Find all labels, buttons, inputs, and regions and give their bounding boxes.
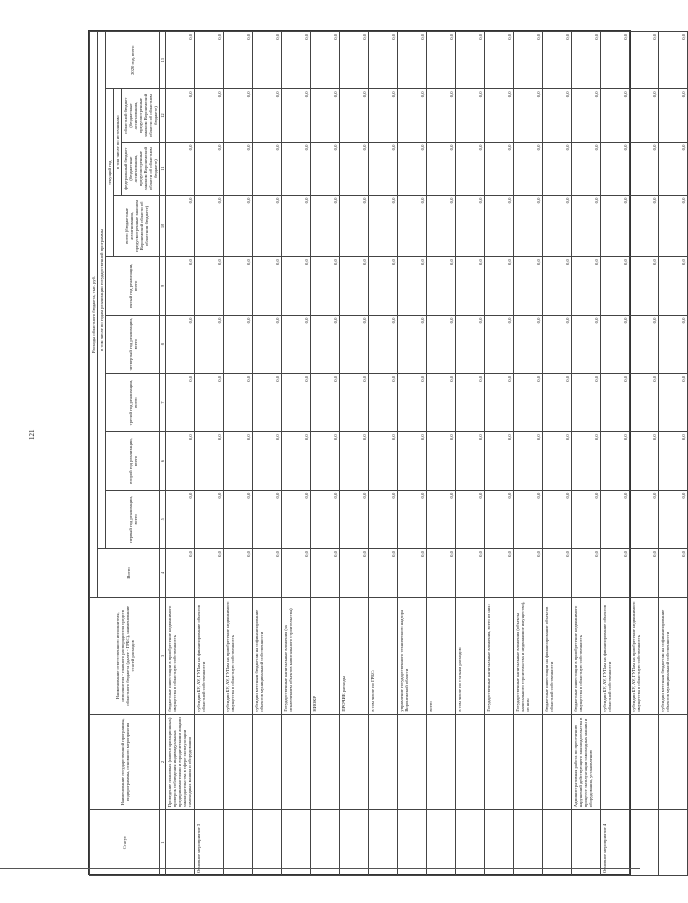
row-status xyxy=(427,810,456,876)
row-value: 0,0 xyxy=(601,89,630,142)
row-value: 0,0 xyxy=(456,549,485,598)
row-expense-label: субсидии местным бюджетам на софинансирование объектов муниципальной собственности xyxy=(659,597,688,714)
row-program xyxy=(601,714,630,810)
row-value: 0,0 xyxy=(601,490,630,548)
row-value: 0,0 xyxy=(369,89,398,142)
row-value: 0,0 xyxy=(572,373,601,431)
row-value: 0,0 xyxy=(311,432,340,490)
row-value: 0,0 xyxy=(282,32,311,90)
table-row xyxy=(253,32,282,876)
row-expense-label: в том числе по статьям расходов: xyxy=(456,597,485,714)
row-value: 0,0 xyxy=(224,195,253,257)
header-executor: Наименование ответственного исполнителя, исполнителя - главного распорядителя средств областного бюджета (далее - ГРБС), наименование статей расходов xyxy=(90,597,160,714)
row-program xyxy=(630,714,659,810)
row-value: 0,0 xyxy=(166,549,195,598)
column-number: 5 xyxy=(160,490,166,548)
header-year-3: третий год реализации, всего xyxy=(106,373,160,431)
row-value: 0,0 xyxy=(195,549,224,598)
row-status: Основное мероприятие 3 xyxy=(195,810,224,876)
row-status xyxy=(282,810,311,876)
header-federal: федеральный бюджет (бюджетные ассигнования, предусмотренные законом Воронежской области об областном бюджете) xyxy=(122,142,160,195)
row-status xyxy=(369,810,398,876)
row-value: 0,0 xyxy=(601,432,630,490)
row-value: 0,0 xyxy=(630,315,659,373)
row-value: 0,0 xyxy=(514,32,543,90)
header-year-4: четвертый год реализации, всего xyxy=(106,315,160,373)
row-value: 0,0 xyxy=(427,89,456,142)
row-value: 0,0 xyxy=(311,373,340,431)
column-number: 2 xyxy=(160,714,166,810)
row-value: 0,0 xyxy=(340,490,369,548)
header-years-caption: в том числе по годам реализации государственной программы xyxy=(98,32,106,549)
row-expense-label: субсидии БУ, АУ, ГУПам на финансирование объектов областной собственности xyxy=(601,597,630,714)
row-value: 0,0 xyxy=(398,315,427,373)
row-value: 0,0 xyxy=(195,195,224,257)
row-value: 0,0 xyxy=(572,195,601,257)
row-value: 0,0 xyxy=(543,373,572,431)
row-value: 0,0 xyxy=(369,490,398,548)
table-row xyxy=(427,32,456,876)
column-number: 11 xyxy=(160,142,166,195)
row-value: 0,0 xyxy=(195,32,224,90)
row-status xyxy=(514,810,543,876)
row-value: 0,0 xyxy=(601,142,630,195)
row-program xyxy=(456,714,485,810)
row-value: 0,0 xyxy=(195,142,224,195)
row-value: 0,0 xyxy=(369,257,398,315)
row-value: 0,0 xyxy=(630,195,659,257)
row-value: 0,0 xyxy=(485,32,514,90)
row-status xyxy=(166,810,195,876)
row-value: 0,0 xyxy=(456,373,485,431)
row-value: 0,0 xyxy=(253,32,282,90)
row-status xyxy=(253,810,282,876)
row-value: 0,0 xyxy=(514,89,543,142)
row-value: 0,0 xyxy=(369,432,398,490)
row-value: 0,0 xyxy=(398,142,427,195)
row-value: 0,0 xyxy=(572,89,601,142)
row-value: 0,0 xyxy=(282,195,311,257)
row-value: 0,0 xyxy=(224,257,253,315)
row-value: 0,0 xyxy=(601,315,630,373)
row-status xyxy=(630,810,659,876)
table-row xyxy=(224,32,253,876)
document-sheet xyxy=(88,30,686,875)
table-row xyxy=(630,32,659,876)
row-value: 0,0 xyxy=(485,89,514,142)
page-number: 121 xyxy=(28,429,36,440)
row-value: 0,0 xyxy=(195,490,224,548)
row-value: 0,0 xyxy=(659,89,688,142)
row-value: 0,0 xyxy=(253,142,282,195)
row-value: 0,0 xyxy=(253,257,282,315)
row-value: 0,0 xyxy=(543,257,572,315)
row-value: 0,0 xyxy=(398,257,427,315)
column-number: 10 xyxy=(160,195,166,257)
row-value: 0,0 xyxy=(456,432,485,490)
table-row xyxy=(398,32,427,876)
row-status: Основное мероприятие 4 xyxy=(601,810,630,876)
row-value: 0,0 xyxy=(166,32,195,90)
row-value: 0,0 xyxy=(543,549,572,598)
budget-table xyxy=(89,31,688,876)
row-value: 0,0 xyxy=(456,32,485,90)
row-expense-label: Государственные капитальные вложения, всего из них: xyxy=(485,597,514,714)
row-value: 0,0 xyxy=(398,89,427,142)
row-value: 0,0 xyxy=(195,315,224,373)
row-expense-label: субсидии БУ, АУ, ГУПам на приобретение недвижимого имущества в областную собственность xyxy=(630,597,659,714)
row-value: 0,0 xyxy=(311,32,340,90)
column-number: 13 xyxy=(160,32,166,90)
row-value: 0,0 xyxy=(514,257,543,315)
row-value: 0,0 xyxy=(543,142,572,195)
row-value: 0,0 xyxy=(166,315,195,373)
row-value: 0,0 xyxy=(224,373,253,431)
header-incl-sources: в том числе по источникам: xyxy=(114,89,122,195)
row-value: 0,0 xyxy=(630,142,659,195)
row-value: 0,0 xyxy=(340,142,369,195)
row-value: 0,0 xyxy=(427,195,456,257)
row-value: 0,0 xyxy=(398,32,427,90)
row-status xyxy=(398,810,427,876)
row-value: 0,0 xyxy=(369,142,398,195)
table-row xyxy=(369,32,398,876)
row-value: 0,0 xyxy=(514,490,543,548)
table-row xyxy=(543,32,572,876)
row-value: 0,0 xyxy=(601,549,630,598)
row-value: 0,0 xyxy=(369,373,398,431)
row-value: 0,0 xyxy=(659,142,688,195)
row-value: 0,0 xyxy=(659,32,688,90)
column-number: 9 xyxy=(160,257,166,315)
row-value: 0,0 xyxy=(282,549,311,598)
row-value: 0,0 xyxy=(485,490,514,548)
row-value: 0,0 xyxy=(514,373,543,431)
row-value: 0,0 xyxy=(485,257,514,315)
row-value: 0,0 xyxy=(166,257,195,315)
row-value: 0,0 xyxy=(630,32,659,90)
row-program xyxy=(427,714,456,810)
row-value: 0,0 xyxy=(282,432,311,490)
rotated-table-wrapper xyxy=(89,31,686,876)
row-value: 0,0 xyxy=(572,549,601,598)
column-number: 7 xyxy=(160,373,166,431)
row-value: 0,0 xyxy=(456,89,485,142)
header-total: Всего xyxy=(98,549,160,598)
row-value: 0,0 xyxy=(630,432,659,490)
row-program xyxy=(195,714,224,810)
row-value: 0,0 xyxy=(427,315,456,373)
row-value: 0,0 xyxy=(340,195,369,257)
row-value: 0,0 xyxy=(427,257,456,315)
row-value: 0,0 xyxy=(485,373,514,431)
row-value: 0,0 xyxy=(340,549,369,598)
row-value: 0,0 xyxy=(659,549,688,598)
row-status xyxy=(456,810,485,876)
row-value: 0,0 xyxy=(514,195,543,257)
row-value: 0,0 xyxy=(369,315,398,373)
row-program xyxy=(369,714,398,810)
header-status: Статус xyxy=(90,810,160,876)
row-program xyxy=(543,714,572,810)
row-value: 0,0 xyxy=(456,490,485,548)
row-program xyxy=(340,714,369,810)
row-value: 0,0 xyxy=(630,257,659,315)
row-expense-label: бюджетные инвестиции в приобретение недвижимого имущества в областную собственность xyxy=(166,597,195,714)
row-value: 0,0 xyxy=(485,432,514,490)
table-row xyxy=(340,32,369,876)
row-value: 0,0 xyxy=(514,549,543,598)
row-value: 0,0 xyxy=(224,142,253,195)
row-value: 0,0 xyxy=(398,432,427,490)
row-value: 0,0 xyxy=(340,32,369,90)
row-value: 0,0 xyxy=(659,373,688,431)
row-value: 0,0 xyxy=(485,549,514,598)
row-value: 0,0 xyxy=(427,32,456,90)
row-value: 0,0 xyxy=(166,432,195,490)
row-value: 0,0 xyxy=(485,315,514,373)
row-expense-label: субсидии БУ, АУ, ГУПам на финансирование объектов областной собственности xyxy=(195,597,224,714)
table-row xyxy=(311,32,340,876)
row-value: 0,0 xyxy=(572,490,601,548)
row-value: 0,0 xyxy=(456,195,485,257)
header-program-name: Наименование государственной программы, подпрограммы, основного мероприятия xyxy=(90,714,160,810)
row-value: 0,0 xyxy=(601,257,630,315)
table-row xyxy=(456,32,485,876)
row-value: 0,0 xyxy=(282,257,311,315)
row-value: 0,0 xyxy=(398,549,427,598)
row-value: 0,0 xyxy=(543,195,572,257)
row-program xyxy=(224,714,253,810)
row-program xyxy=(398,714,427,810)
row-value: 0,0 xyxy=(427,432,456,490)
row-value: 0,0 xyxy=(282,89,311,142)
row-value: 0,0 xyxy=(369,32,398,90)
row-expense-label: бюджетные инвестиции на финансирование объектов областной собственности xyxy=(543,597,572,714)
row-program xyxy=(282,714,311,810)
row-status xyxy=(311,810,340,876)
row-value: 0,0 xyxy=(572,315,601,373)
header-expenses-caption: Расходы областного бюджета, тыс. руб. xyxy=(90,32,98,598)
row-value: 0,0 xyxy=(485,195,514,257)
header-current-total: всего (бюджетные ассигнования, предусмотренные законом Воронежской области об областном бюджете) xyxy=(114,195,160,257)
row-program: Проведение плановых (инвентаризационных) проверок соблюдения индивидуальных предпринимателями и юридическими лицами законодательства в сфере эксплуатации самоходных машин и оборудования xyxy=(166,714,195,810)
page-bottom-rule xyxy=(0,868,640,869)
row-program xyxy=(485,714,514,810)
row-value: 0,0 xyxy=(601,32,630,90)
row-value: 0,0 xyxy=(369,195,398,257)
row-value: 0,0 xyxy=(630,490,659,548)
row-expense-label: в том числе по ГРБС: xyxy=(369,597,398,714)
row-value: 0,0 xyxy=(543,490,572,548)
header-year-5: пятый год реализации, всего xyxy=(106,257,160,315)
row-value: 0,0 xyxy=(340,89,369,142)
header-row-1 xyxy=(90,32,98,876)
row-value: 0,0 xyxy=(224,432,253,490)
table-row xyxy=(514,32,543,876)
row-value: 0,0 xyxy=(253,315,282,373)
row-expense-label: Государственные капитальные вложения (объекты капитального строительства и недвижимое имущество), из них: xyxy=(514,597,543,714)
table-row xyxy=(282,32,311,876)
column-number: 8 xyxy=(160,315,166,373)
row-value: 0,0 xyxy=(456,315,485,373)
row-value: 0,0 xyxy=(456,142,485,195)
row-value: 0,0 xyxy=(427,549,456,598)
row-value: 0,0 xyxy=(659,257,688,315)
row-value: 0,0 xyxy=(659,195,688,257)
row-value: 0,0 xyxy=(514,315,543,373)
row-program xyxy=(253,714,282,810)
row-value: 0,0 xyxy=(630,549,659,598)
row-value: 0,0 xyxy=(369,549,398,598)
row-value: 0,0 xyxy=(630,89,659,142)
row-value: 0,0 xyxy=(311,195,340,257)
row-value: 0,0 xyxy=(224,315,253,373)
row-value: 0,0 xyxy=(311,549,340,598)
row-value: 0,0 xyxy=(282,373,311,431)
row-value: 0,0 xyxy=(311,89,340,142)
row-value: 0,0 xyxy=(195,373,224,431)
row-status xyxy=(572,810,601,876)
row-value: 0,0 xyxy=(572,257,601,315)
row-program: Административная работа по пресечению нарушений действующего законодательства в процессе эксплуатации самоходных машин и оборудования, установлению xyxy=(572,714,601,810)
row-value: 0,0 xyxy=(253,549,282,598)
column-number: 6 xyxy=(160,432,166,490)
row-value: 0,0 xyxy=(282,315,311,373)
row-value: 0,0 xyxy=(601,373,630,431)
row-value: 0,0 xyxy=(166,373,195,431)
row-value: 0,0 xyxy=(572,432,601,490)
row-value: 0,0 xyxy=(311,315,340,373)
row-value: 0,0 xyxy=(659,315,688,373)
row-value: 0,0 xyxy=(253,89,282,142)
row-value: 0,0 xyxy=(311,142,340,195)
table-body xyxy=(166,32,688,876)
table-row xyxy=(572,32,601,876)
row-program xyxy=(514,714,543,810)
row-value: 0,0 xyxy=(543,315,572,373)
row-value: 0,0 xyxy=(572,142,601,195)
row-value: 0,0 xyxy=(195,89,224,142)
row-value: 0,0 xyxy=(398,490,427,548)
table-row xyxy=(195,32,224,876)
row-expense-label: бюджетные инвестиции в приобретение недвижимого имущества в областную собственность xyxy=(572,597,601,714)
row-value: 0,0 xyxy=(543,89,572,142)
header-year-1: первый год реализации, всего xyxy=(106,490,160,548)
column-number: 12 xyxy=(160,89,166,142)
row-status xyxy=(340,810,369,876)
row-value: 0,0 xyxy=(456,257,485,315)
row-status xyxy=(543,810,572,876)
row-expense-label: всего xyxy=(427,597,456,714)
row-expense-label: ПРОЧИЕ расходы xyxy=(340,597,369,714)
row-value: 0,0 xyxy=(253,490,282,548)
row-value: 0,0 xyxy=(224,32,253,90)
column-number: 4 xyxy=(160,549,166,598)
column-number: 1 xyxy=(160,810,166,876)
row-value: 0,0 xyxy=(543,32,572,90)
row-value: 0,0 xyxy=(282,490,311,548)
row-value: 0,0 xyxy=(340,373,369,431)
row-value: 0,0 xyxy=(340,315,369,373)
row-value: 0,0 xyxy=(601,195,630,257)
row-value: 0,0 xyxy=(398,195,427,257)
row-program xyxy=(311,714,340,810)
row-value: 0,0 xyxy=(166,142,195,195)
row-value: 0,0 xyxy=(195,257,224,315)
row-value: 0,0 xyxy=(253,432,282,490)
row-program xyxy=(659,714,688,810)
row-value: 0,0 xyxy=(253,373,282,431)
table-row xyxy=(601,32,630,876)
row-value: 0,0 xyxy=(166,490,195,548)
row-value: 0,0 xyxy=(282,142,311,195)
header-regional: областной бюджет (бюджетные ассигнования, предусмотренные законом Воронежской области об областном бюджете) xyxy=(122,89,160,142)
row-value: 0,0 xyxy=(224,89,253,142)
header-current-year: текущий год xyxy=(106,89,114,257)
row-value: 0,0 xyxy=(253,195,282,257)
row-value: 0,0 xyxy=(224,549,253,598)
row-status xyxy=(659,810,688,876)
row-value: 0,0 xyxy=(195,432,224,490)
row-value: 0,0 xyxy=(427,490,456,548)
row-value: 0,0 xyxy=(166,89,195,142)
row-value: 0,0 xyxy=(427,142,456,195)
table-row xyxy=(166,32,195,876)
row-value: 0,0 xyxy=(659,432,688,490)
row-value: 0,0 xyxy=(630,373,659,431)
row-value: 0,0 xyxy=(659,490,688,548)
row-value: 0,0 xyxy=(485,142,514,195)
row-value: 0,0 xyxy=(340,257,369,315)
row-expense-label: НИОКР xyxy=(311,597,340,714)
row-value: 0,0 xyxy=(514,432,543,490)
row-value: 0,0 xyxy=(514,142,543,195)
table-row xyxy=(485,32,514,876)
row-value: 0,0 xyxy=(572,32,601,90)
row-status xyxy=(485,810,514,876)
row-value: 0,0 xyxy=(427,373,456,431)
row-value: 0,0 xyxy=(311,257,340,315)
row-value: 0,0 xyxy=(543,432,572,490)
row-expense-label: Государственные капитальные вложения (за исключением объектов капитального строительства) xyxy=(282,597,311,714)
row-expense-label: субсидии БУ, АУ, ГУПам на приобретение недвижимого имущества в областную собственность xyxy=(224,597,253,714)
row-value: 0,0 xyxy=(398,373,427,431)
row-value: 0,0 xyxy=(311,490,340,548)
header-year-2: второй год реализации, всего xyxy=(106,432,160,490)
row-expense-label: субсидии местным бюджетам на софинансирование объектов муниципальной собственности xyxy=(253,597,282,714)
table-row xyxy=(659,32,688,876)
row-value: 0,0 xyxy=(224,490,253,548)
row-expense-label: управление государственного технического надзора Воронежской области xyxy=(398,597,427,714)
header-year-2020: 2020 год, всего xyxy=(106,32,160,90)
column-number: 3 xyxy=(160,597,166,714)
row-status xyxy=(224,810,253,876)
row-value: 0,0 xyxy=(166,195,195,257)
row-value: 0,0 xyxy=(340,432,369,490)
